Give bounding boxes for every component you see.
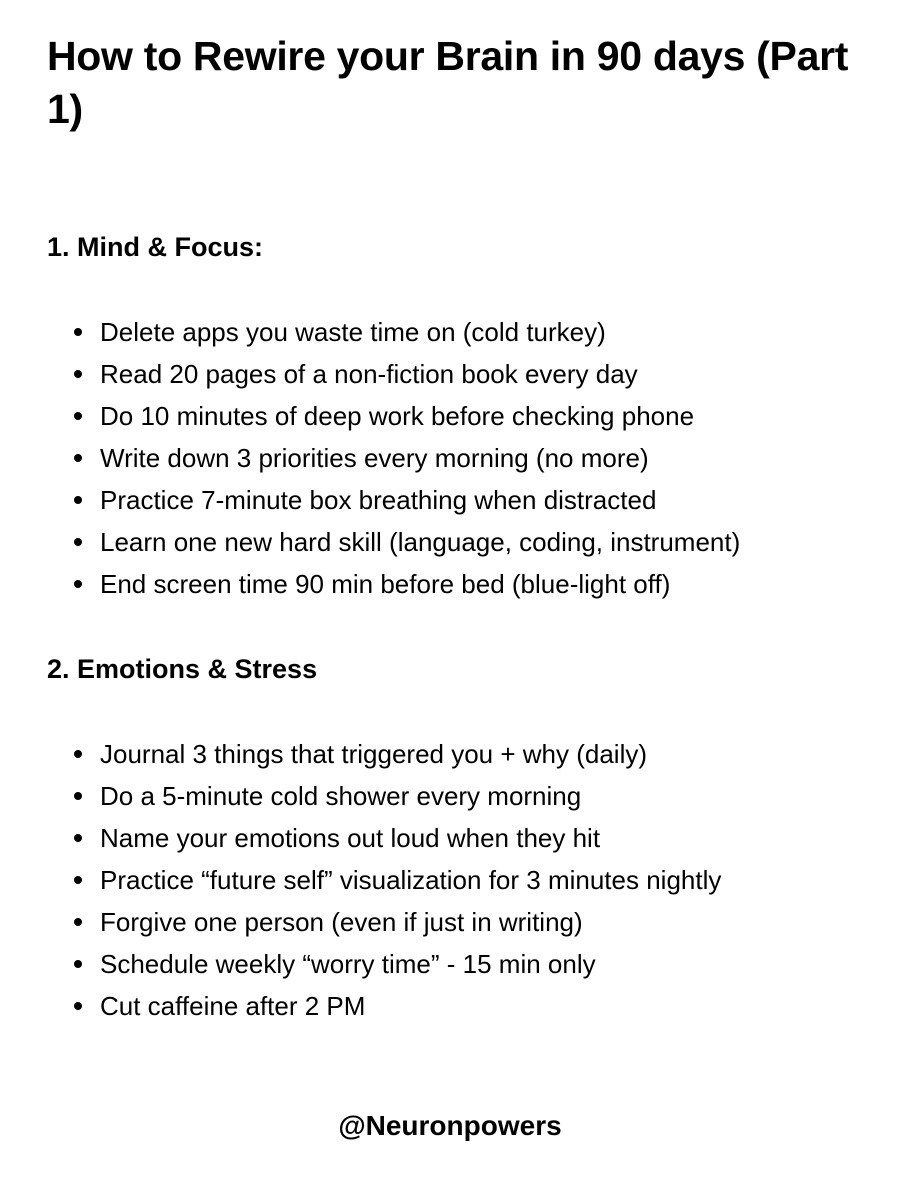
list-item-text: End screen time 90 min before bed (blue-light off) (100, 569, 671, 599)
bullet-icon (74, 328, 82, 336)
list-item (72, 735, 872, 777)
section-heading-emotions-stress: 2. Emotions & Stress (47, 654, 318, 684)
emotions-stress-list (72, 735, 872, 1029)
list-item (72, 819, 872, 861)
list-item (72, 987, 872, 1029)
bullet-icon (74, 792, 82, 800)
bullet-icon (74, 370, 82, 378)
list-item (72, 565, 872, 607)
list-item-text: Forgive one person (even if just in writing) (100, 907, 583, 937)
bullet-icon (74, 538, 82, 546)
list-item-text: Learn one new hard skill (language, coding, instrument) (100, 527, 741, 557)
list-item (72, 903, 872, 945)
list-item (72, 777, 872, 819)
author-handle: @Neuronpowers (338, 1110, 562, 1141)
bullet-icon (74, 834, 82, 842)
bullet-icon (74, 960, 82, 968)
list-item (72, 397, 872, 439)
list-item-text: Journal 3 things that triggered you + why (daily) (100, 739, 648, 769)
list-item-text: Schedule weekly “worry time” - 15 min only (100, 949, 596, 979)
list-item (72, 355, 872, 397)
list-item (72, 861, 872, 903)
bullet-icon (74, 1002, 82, 1010)
list-item (72, 313, 872, 355)
bullet-icon (74, 918, 82, 926)
list-item (72, 481, 872, 523)
list-item-text: Write down 3 priorities every morning (no more) (100, 443, 649, 473)
list-item-text: Practice “future self” visualization for 3 minutes nightly (100, 865, 722, 895)
section-heading-mind-focus: 1. Mind & Focus: (47, 232, 263, 262)
list-item-text: Cut caffeine after 2 PM (100, 991, 366, 1021)
list-item-text: Delete apps you waste time on (cold turkey) (100, 317, 606, 347)
list-item (72, 439, 872, 481)
mind-focus-list (72, 313, 872, 607)
bullet-icon (74, 750, 82, 758)
page-title: How to Rewire your Brain in 90 days (Part 1) (47, 33, 849, 132)
bullet-icon (74, 496, 82, 504)
bullet-icon (74, 454, 82, 462)
list-item-text: Do a 5-minute cold shower every morning (100, 781, 582, 811)
list-item-text: Read 20 pages of a non-fiction book every day (100, 359, 638, 389)
list-item (72, 523, 872, 565)
list-item-text: Do 10 minutes of deep work before checking phone (100, 401, 695, 431)
bullet-icon (74, 412, 82, 420)
list-item-text: Name your emotions out loud when they hit (100, 823, 601, 853)
bullet-icon (74, 876, 82, 884)
bullet-icon (74, 580, 82, 588)
list-item (72, 945, 872, 987)
list-item-text: Practice 7-minute box breathing when distracted (100, 485, 657, 515)
